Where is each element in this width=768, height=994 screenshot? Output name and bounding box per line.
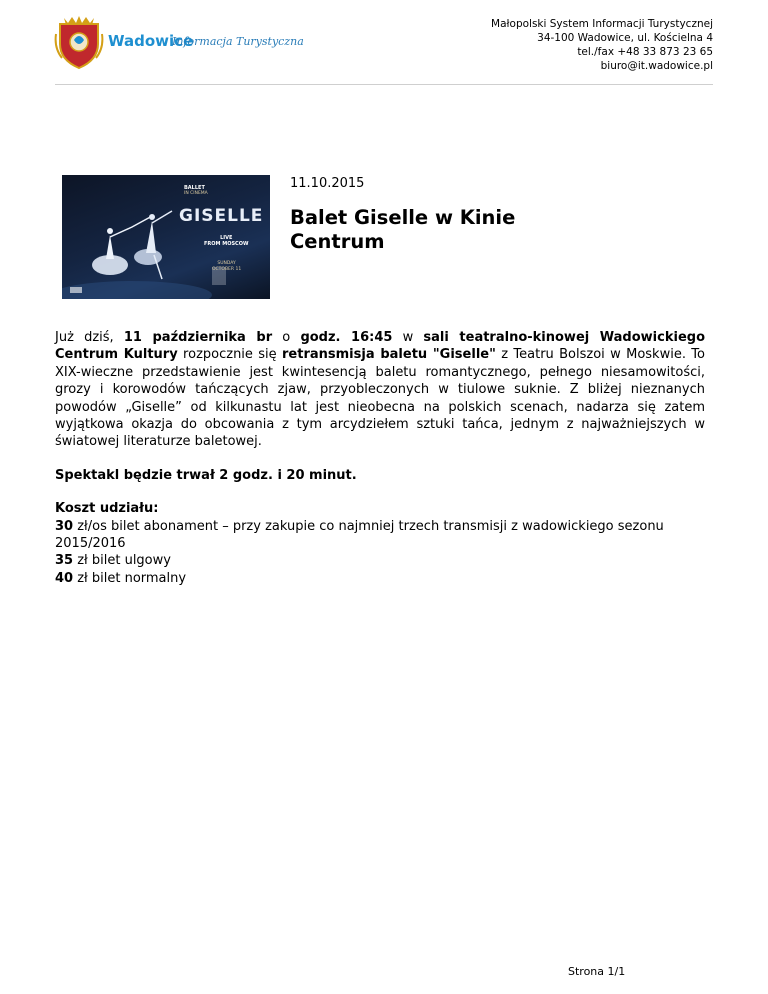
contact-address: 34-100 Wadowice, ul. Kościelna 4	[537, 32, 713, 44]
intro-date-bold: 11 października br	[123, 330, 273, 345]
page-number: Strona 1/1	[568, 965, 626, 978]
poster-date-line1: SUNDAY	[217, 261, 236, 266]
poster-live-line2: FROM MOSCOW	[204, 241, 249, 247]
intro-venue-bold: sali teatralno-kinowej Wadowickiego Centrum Kultury	[55, 330, 705, 363]
intro-text-3: w	[392, 330, 424, 345]
intro-time-bold: godz. 16:45	[300, 330, 393, 345]
intro-text-1: Już dziś,	[55, 330, 124, 345]
cost-text-subscription: zł/os bilet abonament – przy zakupie co najmniej trzech transmisji z wadowickiego sezonu 2015/2016	[55, 518, 664, 552]
wadowice-logo	[54, 14, 314, 76]
cost-text-reduced: zł bilet ulgowy	[73, 553, 171, 569]
poster-title-text: GISELLE	[179, 206, 264, 226]
logo-brand-text: Wadowice	[108, 32, 194, 50]
header-divider	[55, 84, 713, 85]
intro-text-4: rozpocznie się	[177, 347, 283, 363]
article-date: 11.10.2015	[290, 176, 365, 191]
contact-email[interactable]: biuro@it.wadowice.pl	[600, 60, 713, 72]
article-body	[55, 329, 705, 587]
intro-paragraph	[55, 329, 705, 451]
cost-amount-subscription: 30	[55, 518, 74, 534]
cost-amount-reduced: 35	[55, 553, 74, 569]
cost-text-normal: zł bilet normalny	[73, 570, 187, 586]
cost-heading: Koszt udziału:	[55, 501, 159, 517]
giselle-poster-image	[62, 175, 270, 299]
intro-text-5: z Teatru Bolszoi w Moskwie. To XIX-wieczne przedstawienie jest kwintesencją baletu romantycznego, pełnego niesamowitości, grozy i korowodów tańczących zjaw, przyobleczonych w tiulowe suknie. Z bliżej nieznanych powodów „Giselle” od kilkunastu lat jest nieobecna na polskich scenach, nadarza się zatem wyjątkowa okazja do obcowania z tym arcydziełem sztuki tańca, jednym z najważniejszych w światowej literaturze baletowej.	[55, 347, 705, 450]
poster-date-text	[212, 261, 241, 273]
poster-live-text	[204, 235, 249, 247]
duration-text: Spektakl będzie trwał 2 godz. i 20 minut.	[55, 467, 357, 483]
article-title: Balet Giselle w Kinie Centrum	[290, 206, 516, 253]
coat-of-arms-icon	[54, 14, 104, 70]
poster-ballet-text: BALLET	[184, 185, 205, 191]
poster-date-line2: OCTOBER 11	[212, 267, 242, 272]
logo-subtitle-text: Informacja Turystyczna	[172, 35, 304, 48]
cost-section	[55, 500, 705, 587]
cost-amount-normal: 40	[55, 570, 74, 586]
poster-in-cinema-text: IN CINEMA	[184, 191, 208, 196]
poster-live-line1: LIVE	[220, 235, 233, 241]
intro-event-bold: retransmisja baletu "Giselle"	[282, 347, 496, 363]
intro-text-2: o	[272, 330, 301, 345]
contact-block	[491, 17, 713, 73]
contact-organization: Małopolski System Informacji Turystycznej	[491, 18, 713, 30]
contact-phone: tel./fax +48 33 873 23 65	[577, 46, 713, 58]
duration-paragraph	[55, 467, 705, 484]
